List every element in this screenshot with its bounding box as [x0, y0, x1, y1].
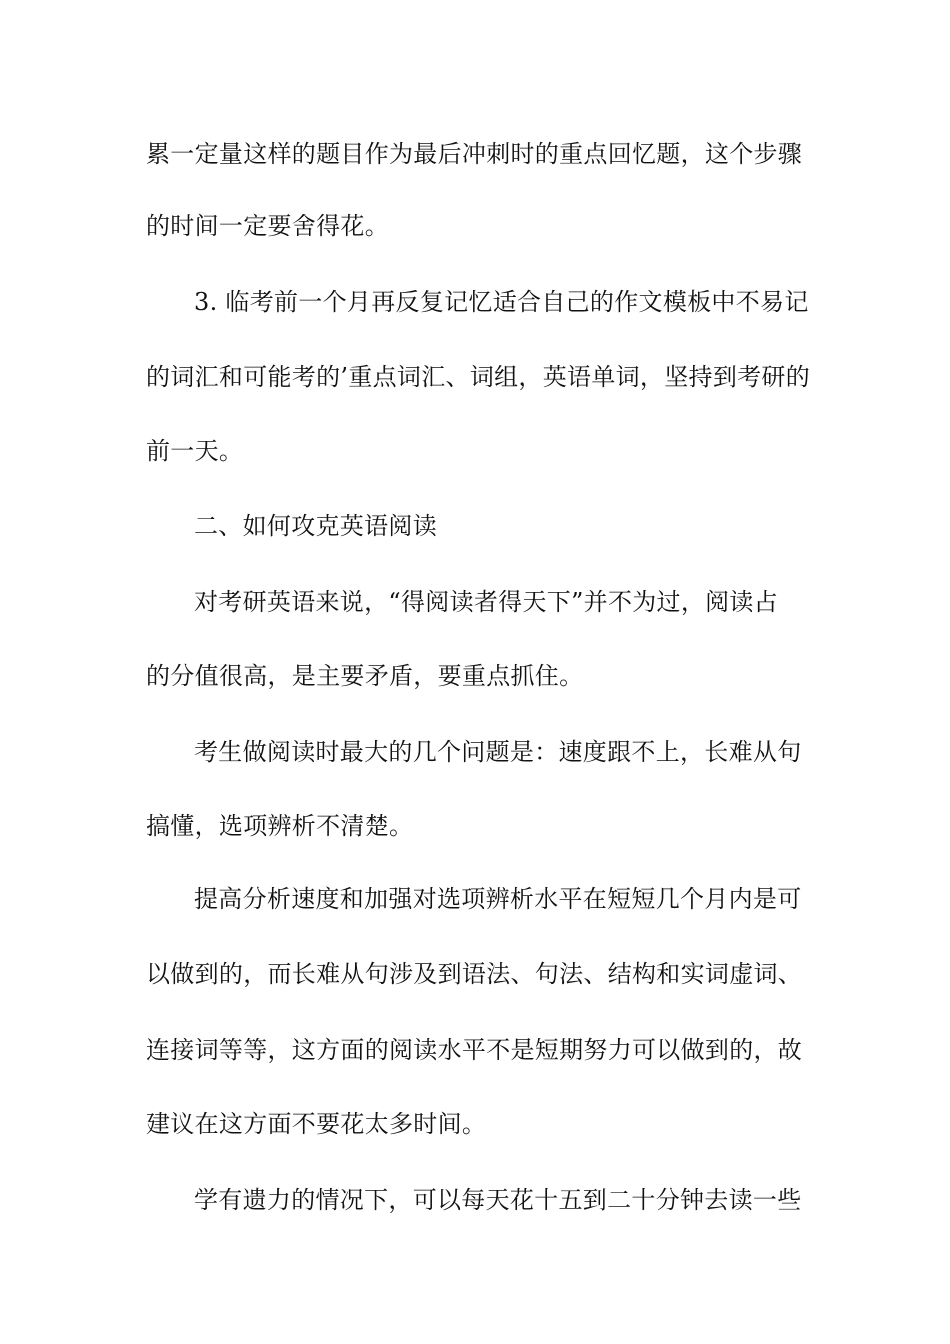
text-line: 搞懂，选项辨析不清楚。	[146, 812, 414, 840]
text-line: 对考研英语来说，“得阅读者得天下”并不为过，阅读占	[194, 588, 779, 616]
text-line: 的时间一定要舍得花。	[146, 212, 389, 240]
text-line: 提高分析速度和加强对选项辨析水平在短短几个月内是可	[194, 885, 802, 913]
text-line: 3. 临考前一个月再反复记忆适合自己的作文模板中不易记	[194, 288, 809, 316]
text-line: 前一天。	[146, 437, 244, 465]
section-heading: 二、如何攻克英语阅读	[194, 512, 437, 540]
text-line: 的分值很高，是主要矛盾，要重点抓住。	[146, 662, 584, 690]
text-line: 累一定量这样的题目作为最后冲刺时的重点回忆题，这个步骤	[146, 140, 803, 168]
text-line: 连接词等等，这方面的阅读水平不是短期努力可以做到的，故	[146, 1036, 803, 1064]
text-line: 考生做阅读时最大的几个问题是：速度跟不上，长难从句	[194, 738, 802, 766]
text-line: 学有遗力的情况下，可以每天花十五到二十分钟去读一些	[194, 1186, 802, 1214]
text-line: 建议在这方面不要花太多时间。	[146, 1110, 487, 1138]
text-line: 以做到的，而长难从句涉及到语法、句法、结构和实词虚词、	[146, 960, 803, 988]
text-line: 的词汇和可能考的’重点词汇、词组，英语单词，坚持到考研的	[146, 363, 811, 391]
